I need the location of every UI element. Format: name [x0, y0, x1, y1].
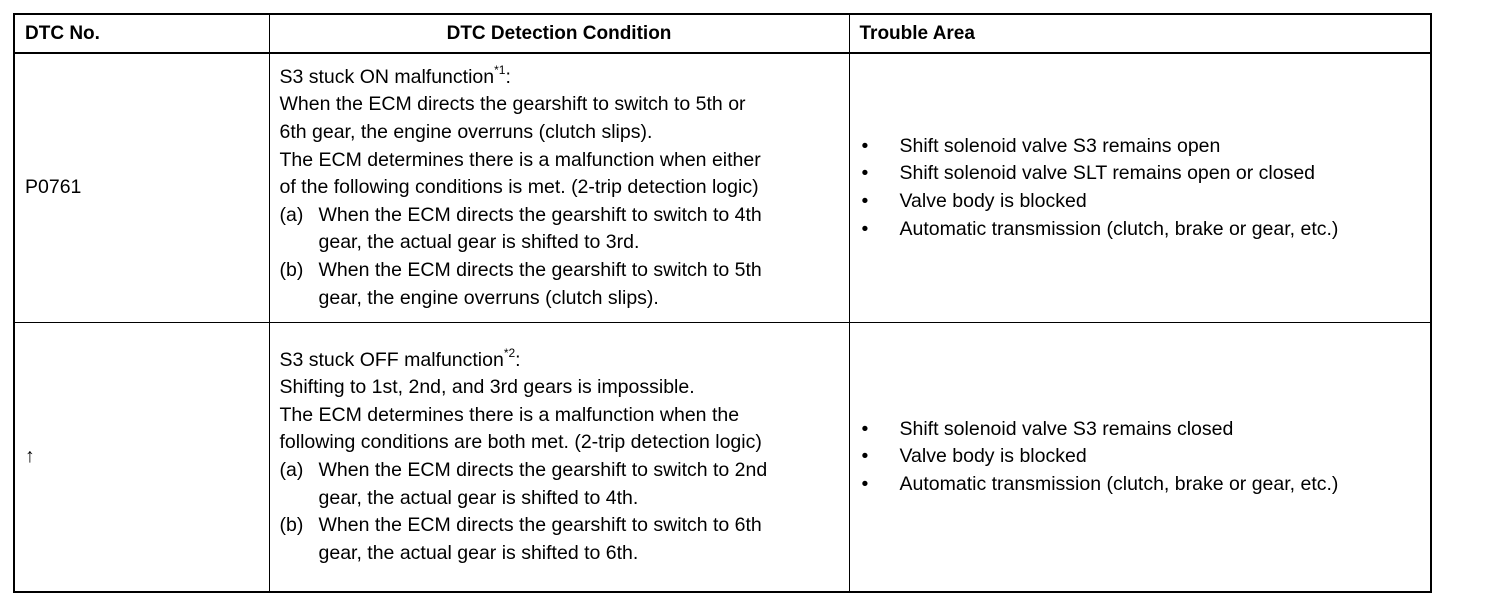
dtc-same-as-above-arrow-icon: ↑ [14, 323, 269, 593]
condition-line: Shifting to 1st, 2nd, and 3rd gears is impossible. [279, 376, 695, 399]
item-line: gear, the actual gear is shifted to 4th. [318, 486, 639, 509]
header-row [14, 14, 1431, 53]
condition-title: S3 stuck OFF malfunction$^{*2}$: [279, 346, 521, 371]
footnote-ref: *1 [494, 63, 506, 78]
list-item: • Automatic transmission (clutch, brake or gear, etc.) [860, 216, 1421, 244]
item-line: When the ECM directs the gearshift to switch to 2nd [318, 459, 768, 481]
footnote-ref: *2 [503, 346, 516, 361]
condition-title: S3 stuck ON malfunction$^{*1}$: [279, 63, 511, 88]
table-row [14, 53, 1431, 323]
condition-item [280, 257, 839, 312]
list-item: • Shift solenoid valve SLT remains open or closed [860, 160, 1421, 188]
bullet-icon: • [861, 472, 869, 495]
bullet-icon: • [861, 162, 869, 185]
header-trouble-area: Trouble Area [849, 14, 1431, 53]
list-item: • Valve body is blocked [860, 188, 1421, 216]
bullet-icon: • [861, 190, 869, 212]
detection-condition-cell [269, 53, 849, 323]
condition-line: 6th gear, the engine overruns (clutch slips). [279, 121, 653, 144]
bullet-icon: • [861, 217, 869, 240]
condition-line: The ECM determines there is a malfunction when the [279, 403, 740, 426]
condition-line: When the ECM directs the gearshift to switch to 5th or [279, 93, 746, 116]
item-line: When the ECM directs the gearshift to switch to 5th [318, 258, 762, 281]
header-detection-condition: DTC Detection Condition [269, 14, 849, 53]
header-dtc-no: DTC No. [14, 14, 269, 53]
item-line: When the ECM directs the gearshift to switch to 6th [318, 514, 762, 537]
list-item: • Valve body is blocked [860, 443, 1421, 471]
bullet-icon: • [861, 445, 869, 468]
condition-item [280, 202, 839, 257]
condition-line: of the following conditions is met. (2-trip detection logic) [279, 176, 759, 199]
list-item: • Automatic transmission (clutch, brake or gear, etc.) [860, 471, 1421, 499]
item-line: When the ECM directs the gearshift to switch to 4th [318, 203, 762, 226]
item-marker: (a) [279, 459, 304, 481]
trouble-area-list [860, 133, 1421, 243]
condition-line: The ECM determines there is a malfunction when either [279, 148, 761, 171]
table-row [14, 323, 1431, 593]
item-line: gear, the actual gear is shifted to 6th. [318, 541, 639, 564]
item-line: gear, the engine overruns (clutch slips). [318, 286, 659, 309]
condition-item [280, 457, 839, 512]
item-line: gear, the actual gear is shifted to 3rd. [318, 231, 640, 254]
list-item: • Shift solenoid valve S3 remains closed [860, 416, 1421, 444]
item-marker: (a) [279, 203, 304, 226]
dtc-table [13, 13, 1432, 593]
dtc-number-cell: P0761 [14, 53, 269, 323]
condition-line: following conditions are both met. (2-trip detection logic) [279, 431, 762, 454]
list-item: • Shift solenoid valve S3 remains open [860, 133, 1421, 161]
detection-condition-cell [269, 323, 849, 593]
item-marker: (b) [279, 514, 304, 537]
bullet-icon: • [861, 134, 869, 157]
bullet-icon: • [861, 417, 869, 440]
trouble-area-list [860, 416, 1421, 499]
item-marker: (b) [279, 258, 304, 281]
trouble-area-cell [849, 323, 1431, 593]
condition-item [280, 512, 839, 567]
trouble-area-cell [849, 53, 1431, 323]
